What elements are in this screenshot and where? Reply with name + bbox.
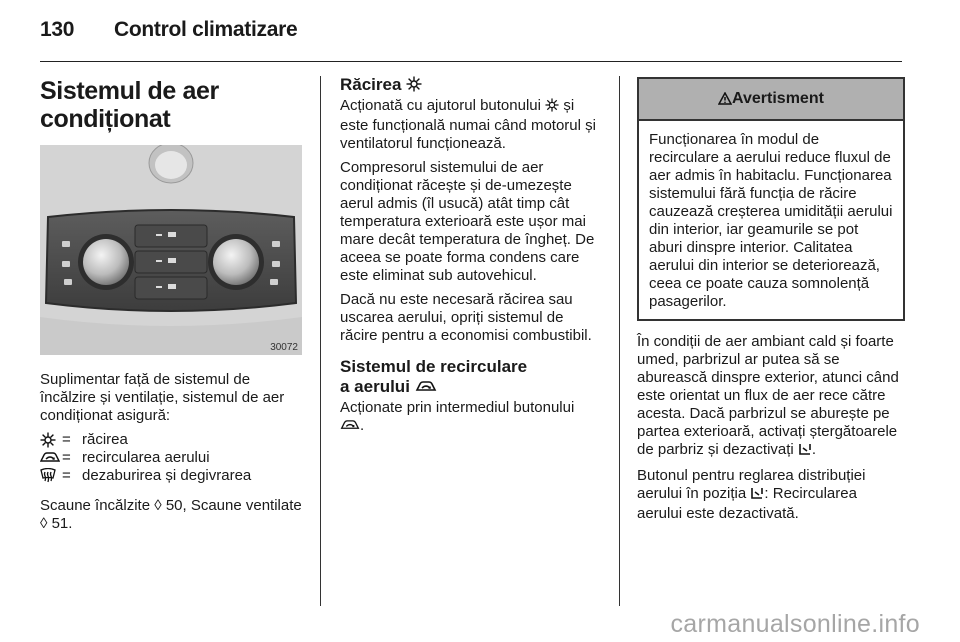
distribution-text-a: Butonul pentru reglarea distribuției aerului în poziția — [637, 467, 866, 502]
snowflake-icon — [406, 76, 422, 97]
warning-body: Funcționarea în modul de recirculare a aerului reduce fluxul de aer admis în habitaclu. Funcționarea sistemului fără funcția de răcire cauzează creșterea umidității aerului din interior, iar geamurile se pot aburi dinspre interior. Calitatea aerului din interior se deteriorează, ceea ce poate cauza somnolență pasagerilor. — [649, 131, 893, 310]
recirculation-heading-line-2: a aerului — [340, 377, 410, 396]
distribution-paragraph — [637, 467, 905, 523]
snowflake-icon — [40, 432, 62, 448]
fog-text-end: . — [811, 441, 817, 458]
legend-row-recirculation — [40, 449, 305, 467]
section-title — [40, 77, 305, 133]
intro-paragraph: Suplimentar față de sistemul de încălzire și ventilație, sistemul de aer condiționat asigură: — [40, 371, 285, 424]
legend-separator: = — [62, 467, 71, 484]
cooling-heading — [340, 75, 605, 97]
recirculation-paragraph — [340, 399, 605, 437]
recirculation-icon — [415, 379, 437, 399]
warning-triangle-icon — [718, 81, 732, 121]
recirculation-heading-line-1: Sistemul de recirculare — [340, 357, 528, 376]
page-number: 130 — [40, 18, 75, 41]
air-distribution-icon — [750, 487, 764, 505]
feature-legend — [40, 431, 305, 485]
header-rule — [40, 61, 902, 62]
distribution-text-b: : Recircularea aerului este dezactivată. — [637, 485, 857, 522]
recirculation-text-end: . — [360, 417, 365, 434]
cooling-paragraph-3: Dacă nu este necesară răcirea sau uscarea aerului, opriți sistemul de răcire pentru a economisi combustibil. — [340, 291, 592, 344]
chapter-title: Control climatizare — [114, 18, 298, 41]
legend-row-defrost — [40, 467, 305, 485]
defrost-icon — [40, 468, 62, 484]
warning-box — [637, 77, 905, 321]
cooling-text-a: Acționată cu ajutorul butonului — [340, 97, 541, 114]
column-divider — [320, 76, 321, 606]
legend-separator: = — [62, 431, 71, 448]
column-divider — [619, 76, 620, 606]
recirculation-icon — [40, 451, 62, 465]
climate-panel-image — [40, 145, 302, 355]
seats-reference: Scaune încălzite ◊ 50, Scaune ventilate ◊ 51. — [40, 497, 302, 532]
fog-text: În condiții de aer ambiant cald și foarte umed, parbrizul ar putea să se aburească dinspre exterior, atunci când este orientat un flux de aer rece către acesta. Dacă parbrizul se aburește pe partea exterioară, activați ștergătoarele de parbriz și dezactivați — [637, 333, 899, 458]
legend-separator: = — [62, 449, 71, 466]
column-3 — [637, 75, 905, 529]
cooling-heading-text: Răcirea — [340, 75, 402, 94]
section-title-line-2: condiționat — [40, 105, 171, 133]
fog-paragraph — [637, 333, 905, 461]
column-1 — [40, 75, 305, 539]
column-2 — [340, 75, 605, 443]
legend-text: recircularea aerului — [82, 449, 210, 466]
cooling-paragraph-1 — [340, 97, 605, 153]
warning-title-text: Avertisment — [732, 90, 824, 107]
climate-panel-illustration — [40, 145, 302, 355]
section-title-line-1: Sistemul de aer — [40, 77, 219, 105]
legend-row-cooling — [40, 431, 305, 449]
recirculation-text: Acționate prin intermediul butonului — [340, 399, 575, 416]
warning-title — [639, 79, 903, 121]
legend-text: dezaburirea și degivrarea — [82, 467, 252, 484]
cooling-text-b: și este funcțională numai când motorul și ventilatorul funcționează. — [340, 97, 596, 152]
air-distribution-icon — [798, 443, 812, 461]
image-reference-number: 30072 — [270, 342, 298, 353]
recirculation-heading — [340, 357, 605, 399]
recirculation-icon — [340, 419, 360, 437]
page-header — [40, 18, 297, 42]
snowflake-icon — [545, 98, 559, 117]
legend-text: răcirea — [82, 431, 128, 448]
watermark: carmanualsonline.info — [670, 610, 920, 638]
cooling-paragraph-2: Compresorul sistemului de aer condiționat răcește și de-umezește aerul admis (îl usucă) atât timp cât temperatura exterioară este ușor mai mare decât temperatura de îngheț. De aceea se poate forma condens care este eliminat sub autovehicul. — [340, 159, 595, 284]
